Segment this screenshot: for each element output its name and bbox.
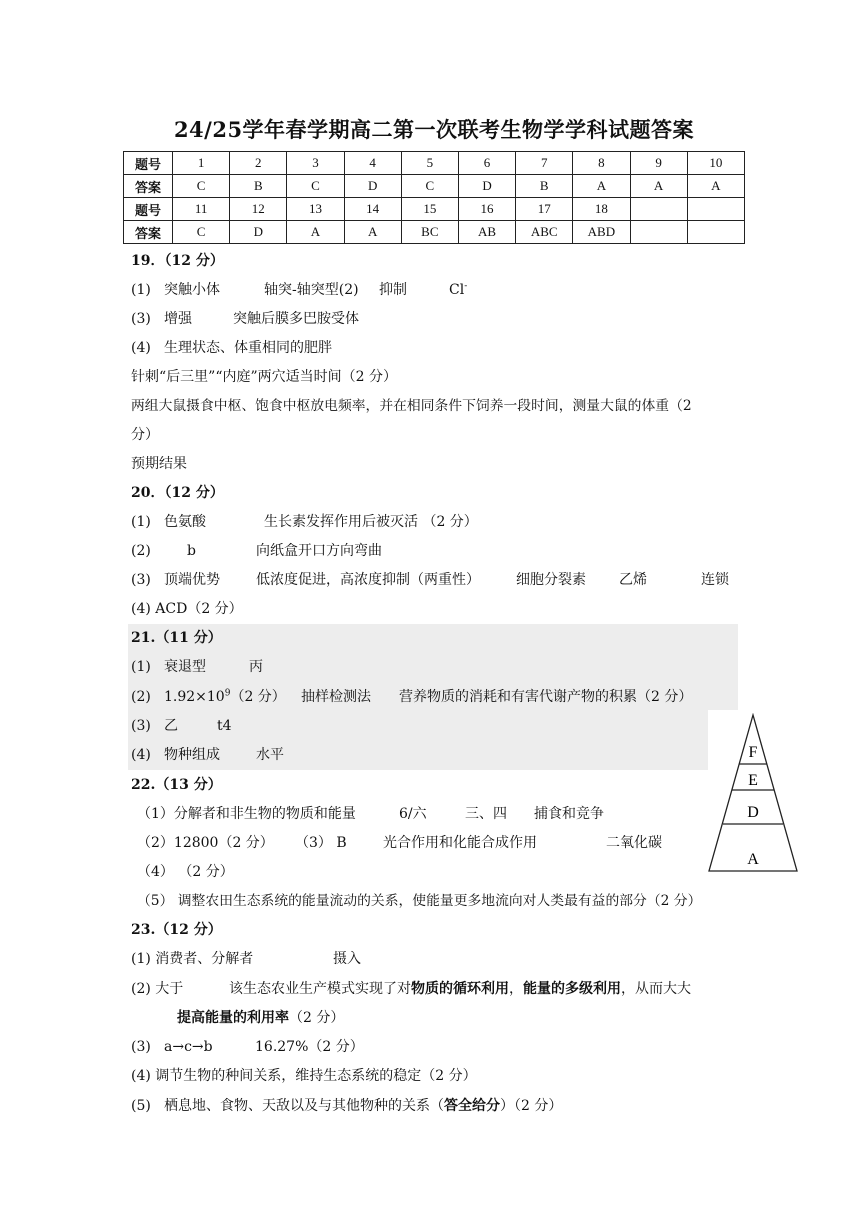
table-cell: AB bbox=[458, 221, 515, 244]
q19-line-1 bbox=[131, 280, 831, 300]
answer-text: b bbox=[187, 543, 196, 559]
answer-text: （3） B bbox=[295, 835, 347, 851]
q20-heading: 20．（12 分） bbox=[131, 485, 224, 501]
table-cell: 15 bbox=[401, 198, 458, 221]
table-cell bbox=[630, 221, 687, 244]
emphasis-text: 提高能量的利用率 bbox=[177, 1010, 289, 1026]
answer-text: 摄入 bbox=[333, 951, 361, 967]
table-cell: 13 bbox=[287, 198, 344, 221]
table-cell: ABC bbox=[516, 221, 573, 244]
table-cell: D bbox=[230, 221, 287, 244]
item-number: (2) bbox=[131, 543, 151, 559]
item-number: (3) bbox=[131, 311, 151, 327]
table-cell: 2 bbox=[230, 152, 287, 175]
table-cell: ABD bbox=[573, 221, 630, 244]
table-cell: A bbox=[344, 221, 401, 244]
table-cell: 5 bbox=[401, 152, 458, 175]
answer-text: 细胞分裂素 bbox=[516, 572, 586, 588]
answer-text: 丙 bbox=[249, 659, 263, 675]
q23-heading: 23.（12 分） bbox=[131, 922, 222, 938]
answer-text: 光合作用和化能合成作用 bbox=[383, 835, 537, 851]
table-cell: 10 bbox=[687, 152, 744, 175]
table-cell: A bbox=[687, 175, 744, 198]
row-label: 答案 bbox=[124, 175, 173, 198]
table-cell: C bbox=[173, 221, 230, 244]
answer-text: 物种组成 bbox=[164, 747, 220, 763]
q23-line-3 bbox=[131, 1037, 731, 1057]
pyramid-level-label: D bbox=[747, 804, 759, 821]
emphasis-text: 能量的多级利用 bbox=[523, 981, 621, 997]
answer-text: 16.27%（2 分） bbox=[255, 1039, 364, 1055]
table-cell: 9 bbox=[630, 152, 687, 175]
item-number: (4) bbox=[131, 340, 151, 356]
table-cell: C bbox=[173, 175, 230, 198]
answer-text: 生理状态、体重相同的肥胖 bbox=[164, 340, 332, 356]
table-cell: C bbox=[287, 175, 344, 198]
item-number: (1) bbox=[131, 659, 151, 675]
answer-text: 抽样检测法 bbox=[301, 689, 371, 705]
answer-text: 低浓度促进，高浓度抑制（两重性） bbox=[256, 572, 480, 588]
table-cell: 14 bbox=[344, 198, 401, 221]
q22-heading: 22.（13 分） bbox=[131, 777, 222, 793]
q22-line-1 bbox=[137, 804, 697, 824]
table-cell bbox=[687, 221, 744, 244]
item-number: (1) bbox=[131, 282, 151, 298]
q22-line-3: （4） （2 分） bbox=[137, 864, 234, 880]
item-number: (5) bbox=[131, 1098, 151, 1114]
energy-pyramid-diagram bbox=[707, 713, 799, 875]
answer-text: 生长素发挥作用后被灭活 （2 分） bbox=[264, 514, 478, 530]
table-cell: 4 bbox=[344, 152, 401, 175]
answer-text: 向纸盒开口方向弯曲 bbox=[256, 543, 382, 559]
table-cell: A bbox=[573, 175, 630, 198]
table-cell: D bbox=[458, 175, 515, 198]
table-row bbox=[124, 221, 745, 244]
table-cell: 7 bbox=[516, 152, 573, 175]
q19-heading: 19．（12 分） bbox=[131, 253, 224, 269]
table-cell: C bbox=[401, 175, 458, 198]
pyramid-outline bbox=[709, 715, 797, 871]
answer-text: 乙烯 bbox=[619, 572, 647, 588]
q23-line-1 bbox=[131, 949, 731, 969]
answer-text: 色氨酸 bbox=[164, 514, 206, 530]
answer-text: 水平 bbox=[256, 747, 284, 763]
answer-text: 衰退型 bbox=[164, 659, 206, 675]
table-row bbox=[124, 152, 745, 175]
answer-text: （1）分解者和非生物的物质和能量 bbox=[137, 806, 356, 822]
table-cell: A bbox=[630, 175, 687, 198]
q19-line-3 bbox=[131, 338, 831, 358]
answer-text: 轴突-轴突型(2) bbox=[264, 282, 359, 298]
answer-text: 乙 bbox=[164, 718, 178, 734]
item-number: (3) bbox=[131, 572, 151, 588]
answer-text: 连锁 bbox=[701, 572, 729, 588]
table-cell: 18 bbox=[573, 198, 630, 221]
answer-text: 该生态农业生产模式实现了对物质的循环利用，能量的多级利用，从而大大 bbox=[229, 981, 691, 997]
answer-text: 突触后膜多巴胺受体 bbox=[233, 311, 359, 327]
table-row bbox=[124, 198, 745, 221]
item-number: (3) bbox=[131, 718, 151, 734]
table-cell: 17 bbox=[516, 198, 573, 221]
q23-line-5 bbox=[131, 1096, 731, 1116]
q21-line-2 bbox=[131, 687, 731, 707]
emphasis-text: 答全给分 bbox=[444, 1098, 500, 1114]
answer-text: a→c→b bbox=[164, 1039, 213, 1055]
q21-heading: 21.（11 分） bbox=[131, 630, 222, 646]
answer-text: $1.92\times 10^9(2$ 分） bbox=[164, 688, 286, 705]
answer-text: (2) 大于 bbox=[131, 981, 184, 997]
table-cell: B bbox=[230, 175, 287, 198]
answer-table bbox=[123, 151, 745, 244]
row-label: 答案 bbox=[124, 221, 173, 244]
item-number: (3) bbox=[131, 1039, 151, 1055]
pyramid-level-label: A bbox=[747, 851, 759, 868]
table-cell: 16 bbox=[458, 198, 515, 221]
pyramid-level-label: E bbox=[748, 772, 758, 789]
pyramid-level-label: F bbox=[748, 744, 758, 761]
superscript: 9 bbox=[224, 688, 231, 699]
item-number: (2) bbox=[131, 689, 151, 705]
table-cell: 1 bbox=[173, 152, 230, 175]
table-cell: 11 bbox=[173, 198, 230, 221]
q20-line-3 bbox=[131, 570, 831, 590]
table-cell: 3 bbox=[287, 152, 344, 175]
table-cell bbox=[687, 198, 744, 221]
table-row bbox=[124, 175, 745, 198]
q23-line-2 bbox=[131, 979, 741, 999]
table-cell: B bbox=[516, 175, 573, 198]
answer-text: 营养物质的消耗和有害代谢产物的积累（2 分） bbox=[399, 689, 693, 705]
row-label: 题号 bbox=[124, 152, 173, 175]
table-cell: 6 bbox=[458, 152, 515, 175]
q20-line-2 bbox=[131, 541, 831, 561]
table-cell: 8 bbox=[573, 152, 630, 175]
table-cell: BC bbox=[401, 221, 458, 244]
answer-text: 抑制 bbox=[379, 282, 407, 298]
q23-line-2b: 提高能量的利用率（2 分） bbox=[177, 1010, 345, 1026]
answer-text: 栖息地、食物、天敌以及与其他物种的关系（答全给分）（2 分） bbox=[164, 1098, 563, 1114]
page-title: 24/25学年春学期高二第一次联考生物学学科试题答案 bbox=[173, 117, 695, 142]
answer-text: 增强 bbox=[164, 311, 192, 327]
answer-text: t4 bbox=[217, 718, 232, 734]
q21-line-3 bbox=[131, 716, 731, 736]
answer-text: (1) 消费者、分解者 bbox=[131, 951, 254, 967]
answer-text: 捕食和竞争 bbox=[534, 806, 604, 822]
table-cell bbox=[630, 198, 687, 221]
answer-text: 6/六 bbox=[399, 806, 427, 822]
q19-line-4: 针刺“后三里”“内庭”两穴适当时间（2 分） bbox=[131, 369, 397, 385]
superscript: - bbox=[464, 281, 468, 292]
table-cell: A bbox=[287, 221, 344, 244]
q22-line-2 bbox=[137, 833, 697, 853]
q19-line-6: 分） bbox=[131, 427, 159, 443]
emphasis-text: 物质的循环利用 bbox=[411, 981, 509, 997]
q21-line-4 bbox=[131, 745, 731, 765]
item-number: (1) bbox=[131, 514, 151, 530]
answer-text: 顶端优势 bbox=[164, 572, 220, 588]
q19-line-7: 预期结果 bbox=[131, 456, 187, 472]
answer-text: Cl- bbox=[449, 281, 468, 298]
q20-line-4: (4) ACD（2 分） bbox=[131, 601, 243, 617]
q19-line-5: 两组大鼠摄食中枢、饱食中枢放电频率，并在相同条件下饲养一段时间，测量大鼠的体重（2 bbox=[131, 398, 692, 414]
q23-line-4: (4) 调节生物的种间关系，维持生态系统的稳定（2 分） bbox=[131, 1068, 477, 1084]
q22-line-4: （5） 调整农田生态系统的能量流动的关系，使能量更多地流向对人类最有益的部分（2 分） bbox=[137, 893, 702, 909]
answer-text: （2）12800（2 分） bbox=[137, 835, 274, 851]
answer-text: 三、四 bbox=[465, 806, 507, 822]
table-cell: 12 bbox=[230, 198, 287, 221]
answer-text: 突触小体 bbox=[164, 282, 220, 298]
answer-text: 二氧化碳 bbox=[606, 835, 662, 851]
table-cell: D bbox=[344, 175, 401, 198]
q21-line-1 bbox=[131, 657, 731, 677]
q19-line-2 bbox=[131, 309, 831, 329]
q20-line-1 bbox=[131, 512, 831, 532]
item-number: (4) bbox=[131, 747, 151, 763]
row-label: 题号 bbox=[124, 198, 173, 221]
